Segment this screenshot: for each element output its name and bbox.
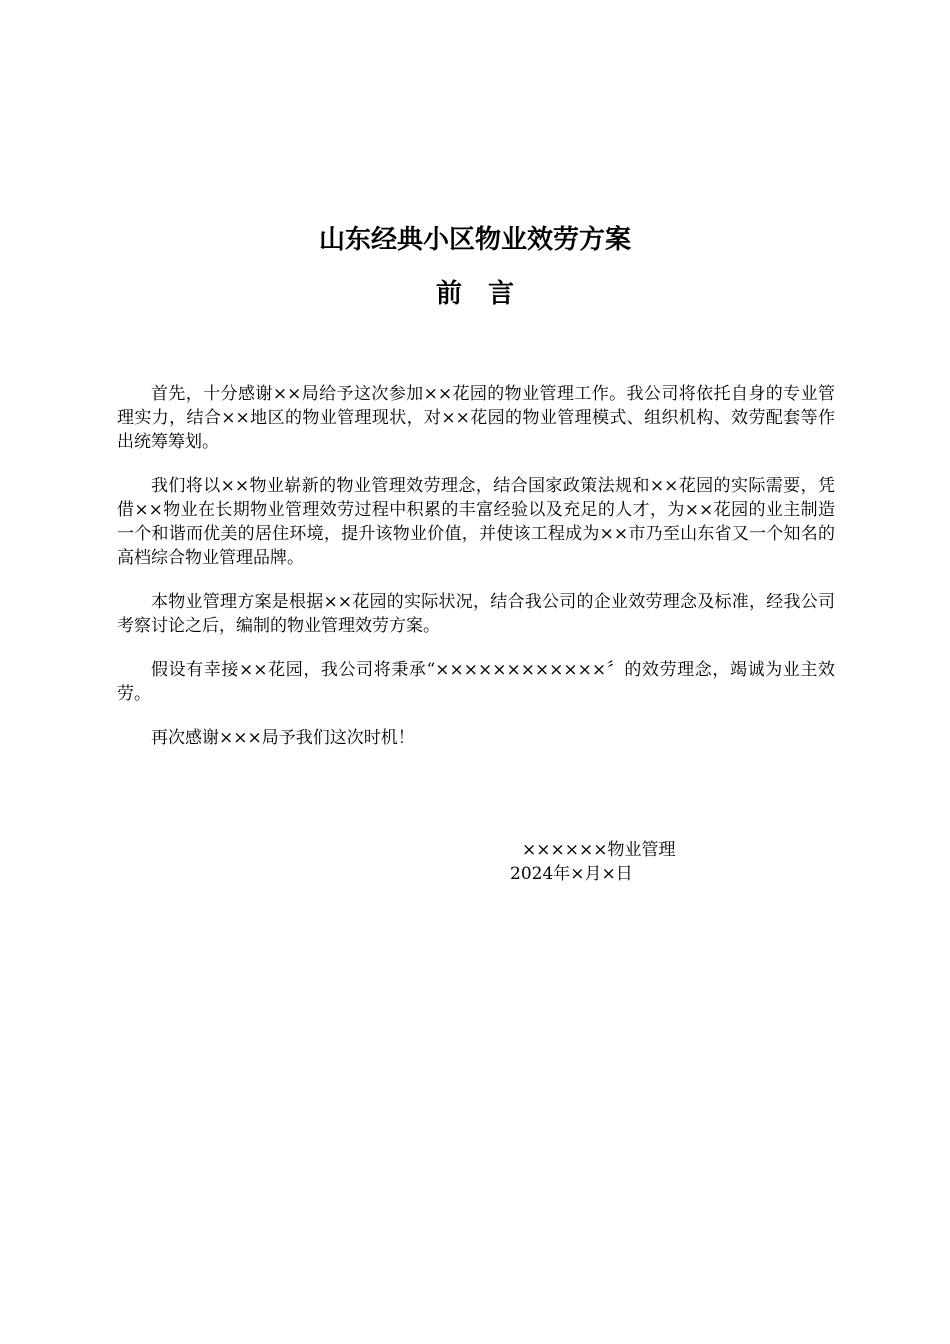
paragraph-1: 首先，十分感谢××局给予这次参加××花园的物业管理工作。我公司将依托自身的专业管理实力，结合××地区的物业管理现状，对××花园的物业管理模式、组织机构、效劳配套等作出统筹筹划。	[117, 384, 835, 452]
signature-date: 2024年×月×日	[510, 864, 633, 884]
document-body	[117, 382, 835, 770]
signature-organization: ××××××物业管理	[522, 840, 676, 860]
document-title: 山东经典小区物业效劳方案	[318, 225, 631, 255]
paragraph-3: 本物业管理方案是根据××花园的实际状况，结合我公司的企业效劳理念及标准，经我公司考察讨论之后，编制的物业管理效劳方案。	[117, 592, 835, 636]
signature-block	[510, 838, 810, 886]
paragraph-4: 假设有幸接××花园，我公司将秉承“××××××××××××〞的效劳理念，竭诚为业主效劳。	[117, 660, 835, 704]
preface-heading: 前 言	[435, 279, 514, 309]
paragraph-5: 再次感谢×××局予我们这次时机！	[151, 728, 415, 748]
paragraph-2: 我们将以××物业崭新的物业管理效劳理念，结合国家政策法规和××花园的实际需要，凭借××物业在长期物业管理效劳过程中积累的丰富经验以及充足的人才，为××花园的业主制造一个和谐而优美的居住环境，提升该物业价值，并使该工程成为××市乃至山东省又一个知名的高档综合物业管理品牌。	[117, 476, 835, 568]
